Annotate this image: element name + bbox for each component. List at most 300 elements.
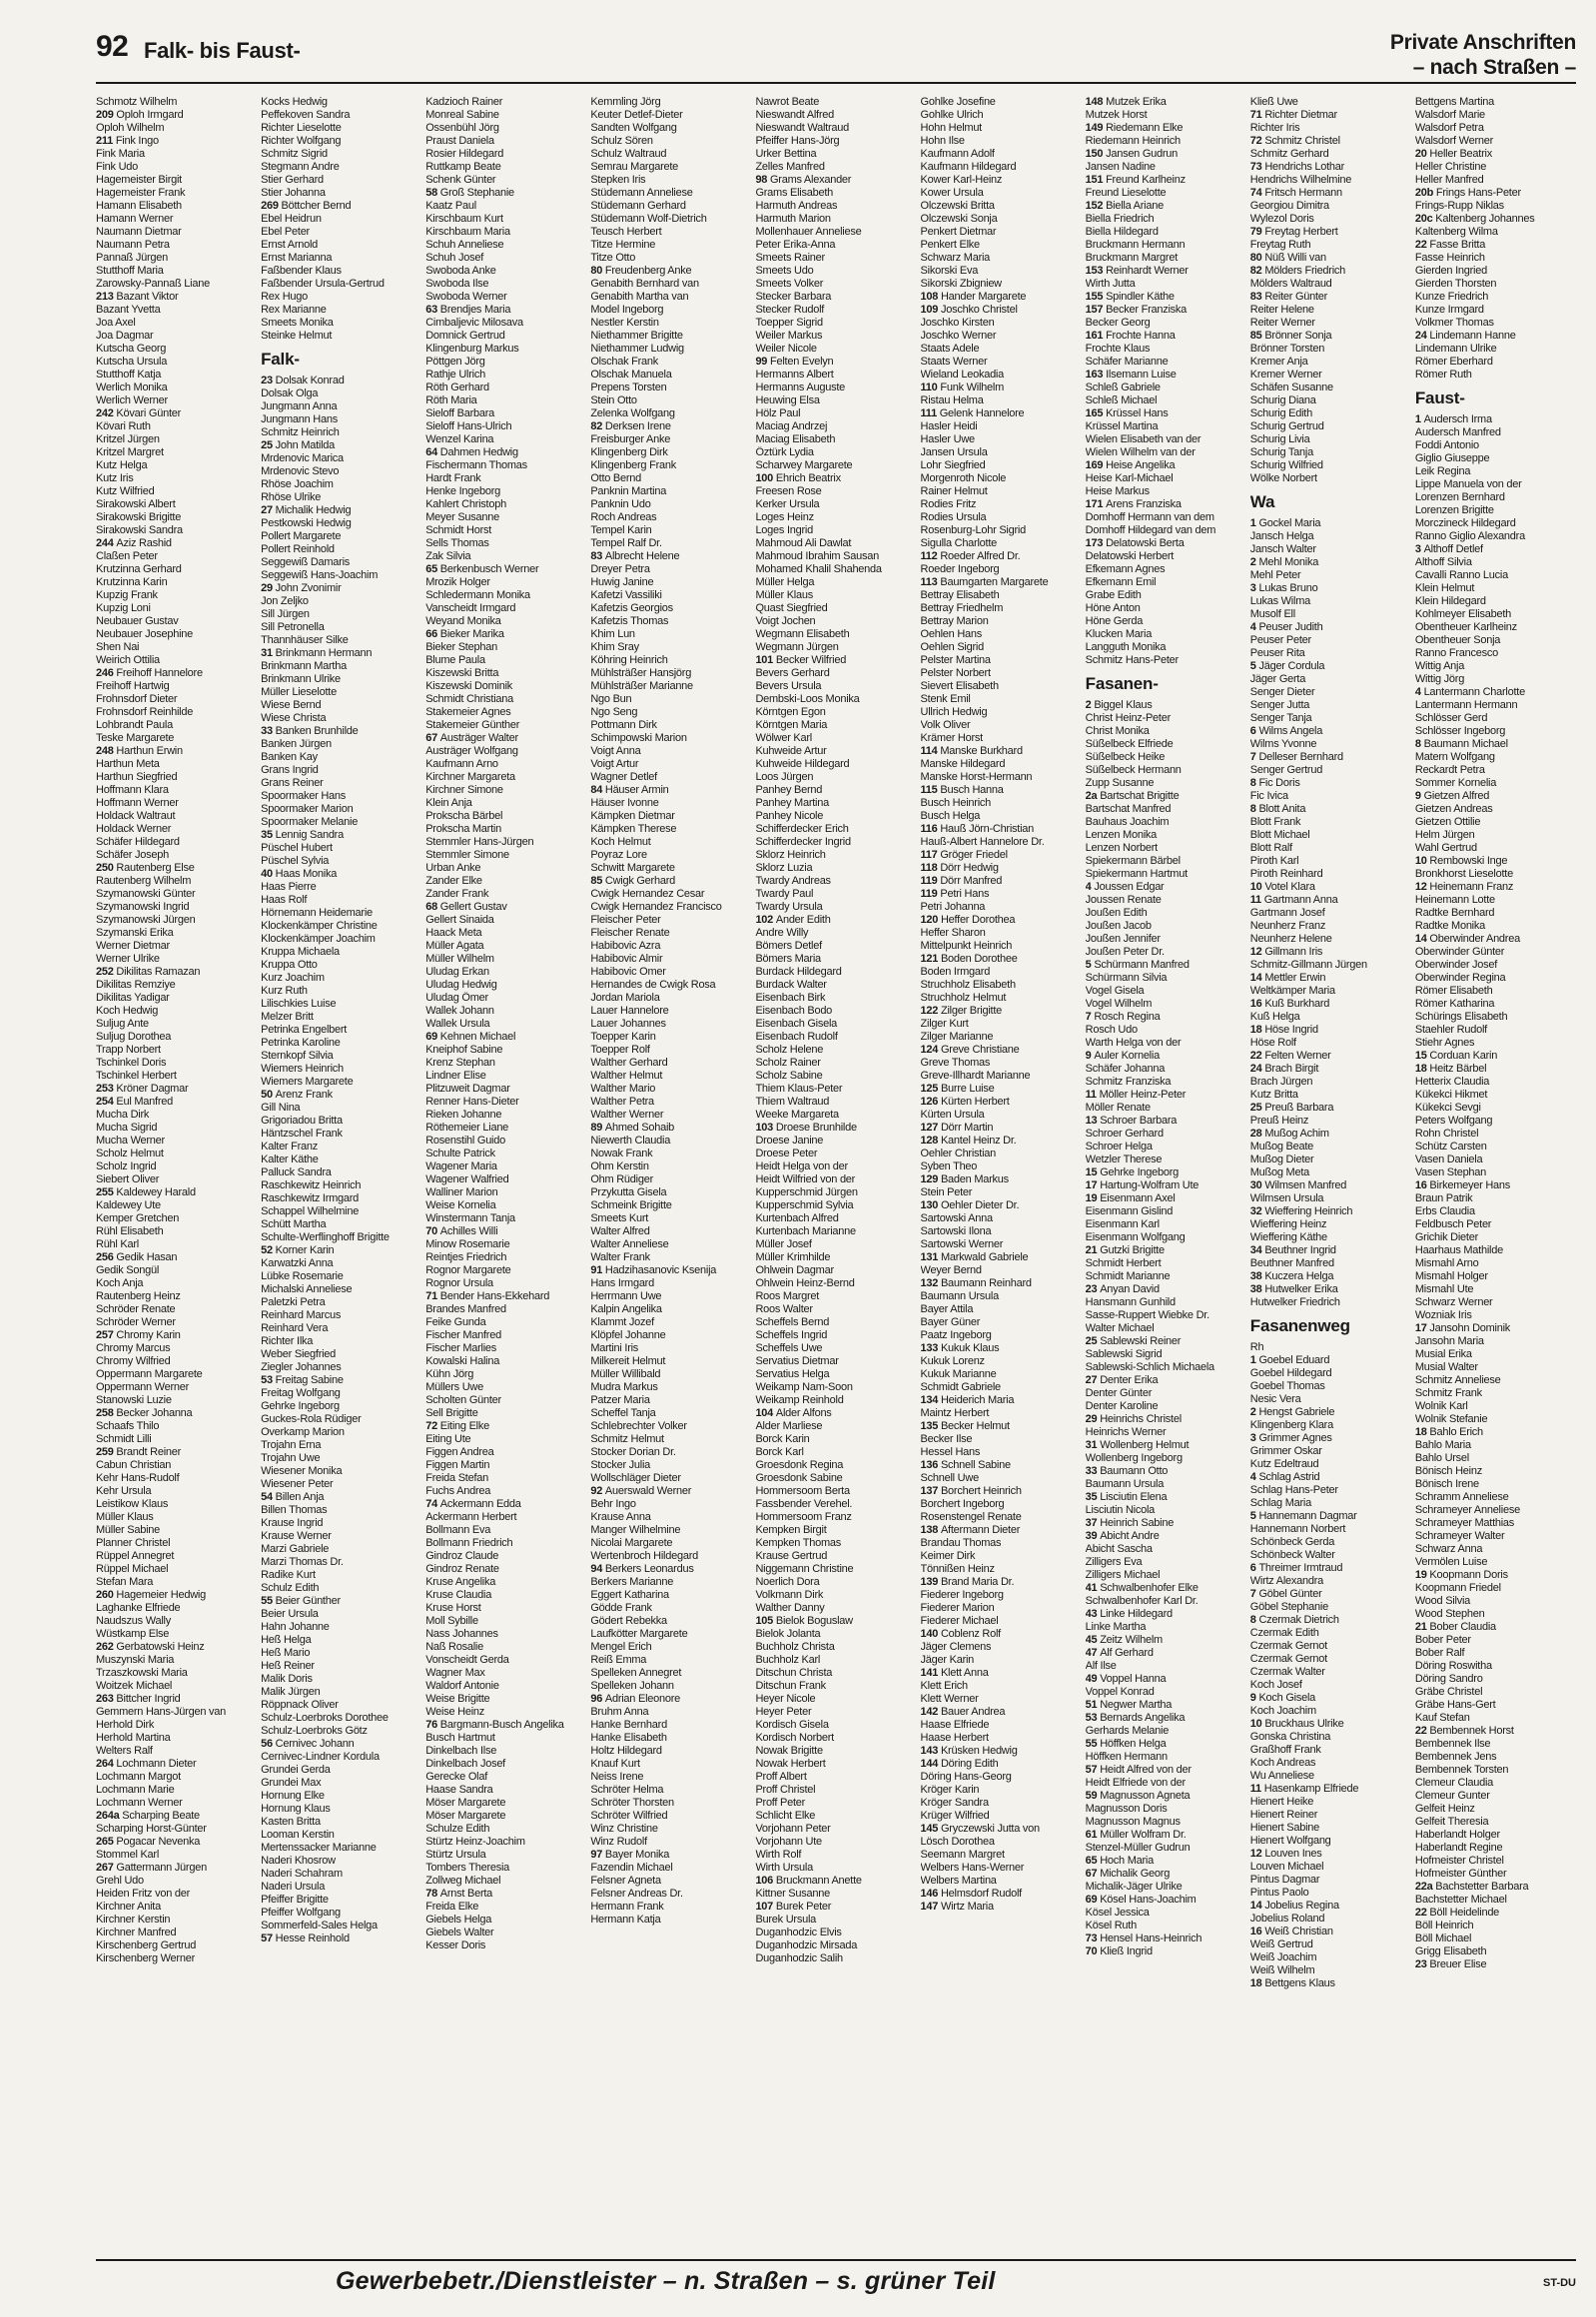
house-number: 52	[261, 1244, 276, 1256]
directory-entry: Peffekoven Sandra	[261, 109, 351, 121]
directory-entry: Erbs Claudia	[1414, 1205, 1475, 1217]
directory-columns	[96, 96, 1576, 2241]
house-number: 51	[1085, 1699, 1101, 1711]
directory-entry: 69 Kehnen Michael	[425, 1031, 516, 1043]
directory-entry: Joa Axel	[96, 317, 136, 329]
house-number: 20b	[1414, 187, 1436, 199]
house-number: 17	[1414, 1322, 1430, 1334]
directory-entry: Raschkewitz Heinrich	[261, 1179, 362, 1191]
directory-entry: Syben Theo	[920, 1160, 978, 1172]
house-number: 7	[1249, 751, 1259, 763]
directory-entry: Borchert Ingeborg	[920, 1498, 1005, 1510]
directory-entry: Genabith Martha van	[590, 291, 689, 303]
directory-entry: Schröter Thorsten	[590, 1797, 674, 1809]
directory-entry: Schmidt Lilli	[96, 1433, 152, 1445]
directory-entry: Rüppel Michael	[96, 1563, 169, 1575]
directory-entry: Bober Ralf	[1414, 1647, 1465, 1659]
directory-entry: Leik Regina	[1414, 465, 1471, 477]
house-number: 262	[96, 1641, 117, 1653]
directory-entry: Herhold Martina	[96, 1732, 171, 1744]
directory-entry: 23 Anyan David	[1085, 1283, 1160, 1295]
house-number: 72	[425, 1420, 440, 1432]
house-number: 125	[920, 1083, 941, 1095]
directory-entry: Heise Markus	[1085, 485, 1150, 497]
directory-entry: Nass Johannes	[425, 1628, 498, 1640]
house-number: 12	[1414, 881, 1430, 893]
directory-entry: Pfeiffer Hans-Jörg	[755, 135, 840, 147]
house-number: 259	[96, 1446, 117, 1458]
directory-entry: 142 Bauer Andrea	[920, 1706, 1006, 1718]
directory-entry: Bahlo Ursel	[1414, 1452, 1469, 1464]
house-number: 135	[920, 1420, 941, 1432]
directory-entry: Walther Werner	[590, 1109, 664, 1121]
directory-entry: 65 Hoch Maria	[1085, 1855, 1154, 1867]
directory-entry: Kükekci Hikmet	[1414, 1089, 1488, 1101]
directory-entry: Schwitt Margarete	[590, 862, 675, 874]
directory-entry: Bahlo Maria	[1414, 1439, 1471, 1451]
directory-entry: Weyand Monika	[425, 615, 501, 627]
house-number: 33	[261, 725, 276, 737]
directory-entry: Denter Karoline	[1085, 1400, 1159, 1412]
directory-entry: Zander Elke	[425, 875, 482, 887]
directory-entry: Heyer Peter	[755, 1706, 812, 1718]
house-number: 92	[590, 1485, 605, 1497]
directory-entry: 110 Funk Wilhelm	[920, 382, 1004, 393]
directory-entry: Bönisch Heinz	[1414, 1465, 1482, 1477]
directory-entry: Höne Anton	[1085, 602, 1141, 614]
directory-entry: Becker Ilse	[920, 1433, 973, 1445]
directory-entry: 64 Dahmen Hedwig	[425, 446, 518, 458]
directory-entry: 85 Cwigk Gerhard	[590, 875, 675, 887]
directory-entry: Peuser Peter	[1249, 634, 1311, 646]
directory-entry: Vogel Wilhelm	[1085, 998, 1153, 1010]
directory-entry: Kittner Susanne	[755, 1888, 830, 1900]
directory-entry: Reiß Emma	[590, 1654, 647, 1666]
directory-entry: Heller Christine	[1414, 161, 1487, 173]
directory-entry: Hofmeister Günther	[1414, 1868, 1507, 1880]
directory-entry: Marzi Gabriele	[261, 1543, 330, 1555]
directory-entry: Stutthoff Maria	[96, 265, 164, 277]
house-number: 67	[425, 732, 440, 744]
directory-entry: Schröter Wilfried	[590, 1810, 668, 1822]
house-number: 148	[1085, 96, 1107, 108]
directory-entry: 21 Gutzki Brigitte	[1085, 1244, 1165, 1256]
house-number: 16	[1414, 1179, 1430, 1191]
house-number: 53	[1085, 1712, 1101, 1724]
house-number: 14	[1414, 933, 1430, 945]
directory-entry: Römer Ruth	[1414, 369, 1472, 381]
directory-entry: 31 Wollenberg Helmut	[1085, 1439, 1190, 1451]
house-number: 100	[755, 472, 776, 484]
house-number: 85	[590, 875, 605, 887]
house-number: 3	[1249, 582, 1259, 594]
directory-entry: 8 Blott Anita	[1249, 803, 1306, 815]
directory-entry: Brach Jürgen	[1249, 1076, 1313, 1088]
directory-entry: Kükekci Sevgi	[1414, 1102, 1481, 1114]
directory-entry: 1 Goebel Eduard	[1249, 1354, 1330, 1366]
directory-entry: Weiß Joachim	[1249, 1951, 1317, 1963]
directory-entry: 136 Schnell Sabine	[920, 1459, 1011, 1471]
directory-entry: 56 Cernivec Johann	[261, 1738, 355, 1750]
directory-entry: Waldorf Antonie	[425, 1680, 499, 1692]
house-number: 7	[1085, 1011, 1095, 1023]
directory-entry: Kauf Stefan	[1414, 1712, 1470, 1724]
directory-entry: 119 Petri Hans	[920, 888, 990, 900]
directory-entry: Weiler Markus	[755, 330, 823, 342]
house-number: 16	[1249, 998, 1265, 1010]
directory-entry: Hölz Paul	[755, 407, 801, 419]
directory-entry: Grabe Edith	[1085, 589, 1142, 601]
directory-entry: Lauer Johannes	[590, 1018, 666, 1030]
directory-entry: Swoboda Werner	[425, 291, 507, 303]
house-number: 76	[425, 1719, 440, 1731]
directory-entry: Mismahl Arno	[1414, 1257, 1479, 1269]
directory-entry: 260 Hagemeier Hedwig	[96, 1589, 206, 1601]
directory-entry: Trzaszkowski Maria	[96, 1667, 188, 1679]
directory-entry: 157 Becker Franziska	[1085, 304, 1188, 316]
directory-entry: Schäfer Joseph	[96, 849, 169, 861]
directory-entry: 1 Audersch Irma	[1414, 413, 1492, 425]
directory-entry: 259 Brandt Reiner	[96, 1446, 182, 1458]
directory-entry: Herhold Dirk	[96, 1719, 155, 1731]
directory-entry: 34 Beuthner Ingrid	[1249, 1244, 1336, 1256]
house-number: 72	[1249, 135, 1265, 147]
directory-entry: Sommerfeld-Sales Helga	[261, 1920, 378, 1931]
directory-entry: Mrdenovic Stevo	[261, 465, 340, 477]
directory-entry: Bömers Detlef	[755, 940, 822, 952]
directory-entry: Stutthoff Katja	[96, 369, 162, 381]
directory-entry: Wu Anneliese	[1249, 1770, 1314, 1782]
directory-entry: Kowalski Halina	[425, 1355, 500, 1367]
directory-entry: Morczineck Hildegard	[1414, 517, 1516, 529]
directory-entry: Felsner Agneta	[590, 1875, 661, 1887]
directory-entry: 22 Fasse Britta	[1414, 239, 1486, 251]
directory-entry: Radtke Bernhard	[1414, 907, 1495, 919]
directory-entry: Szymanowski Jürgen	[96, 914, 196, 926]
directory-entry: Gödde Frank	[590, 1602, 652, 1614]
directory-entry: Czermak Gernot	[1249, 1640, 1327, 1652]
directory-entry: Roos Walter	[755, 1303, 813, 1315]
directory-entry: Kafetzis Thomas	[590, 615, 669, 627]
directory-entry: 2 Biggel Klaus	[1085, 699, 1153, 711]
directory-entry: 22 Bembennek Horst	[1414, 1725, 1514, 1737]
directory-entry: 28 Mußog Achim	[1249, 1128, 1329, 1140]
directory-entry: Röth Gerhard	[425, 382, 489, 393]
directory-entry: Overkamp Marion	[261, 1426, 345, 1438]
directory-entry: Kupzig Loni	[96, 602, 151, 614]
house-number: 255	[96, 1186, 117, 1198]
directory-entry: 63 Brendjes Maria	[425, 304, 511, 316]
directory-entry: 57 Hesse Reinhold	[261, 1932, 350, 1944]
directory-entry: Groesdonk Regina	[755, 1459, 844, 1471]
house-number: 256	[96, 1251, 117, 1263]
directory-entry: Faßbender Klaus	[261, 265, 342, 277]
house-number: 2	[1085, 699, 1095, 711]
directory-entry: Weiß Gertrud	[1249, 1938, 1313, 1950]
directory-entry: Kirschenberg Gertrud	[96, 1939, 197, 1951]
house-number: 138	[920, 1524, 941, 1536]
directory-entry: Süßelbeck Hermann	[1085, 764, 1182, 776]
directory-entry: 4 Schlag Astrid	[1249, 1471, 1320, 1483]
directory-entry: Mittelpunkt Heinrich	[920, 940, 1013, 952]
directory-entry: Joußen Jennifer	[1085, 933, 1161, 945]
directory-entry: Joußen Peter Dr.	[1085, 946, 1165, 958]
directory-entry: Schifferdecker Ingrid	[755, 836, 851, 848]
directory-entry: 29 John Zvonimir	[261, 582, 342, 594]
directory-entry: Gietzen Andreas	[1414, 803, 1493, 815]
directory-entry: Kehr Hans-Rudolf	[96, 1472, 180, 1484]
directory-entry: Mußog Dieter	[1249, 1154, 1314, 1165]
directory-entry: 141 Klett Anna	[920, 1667, 989, 1679]
directory-entry: Laufkötter Margarete	[590, 1628, 688, 1640]
directory-entry: Schwarz Maria	[920, 252, 991, 264]
directory-entry: Hommersoom Berta	[755, 1485, 850, 1497]
directory-entry: Burek Ursula	[755, 1914, 817, 1926]
directory-entry: 107 Burek Peter	[755, 1901, 832, 1913]
directory-entry: Urker Bettina	[755, 148, 817, 160]
directory-entry: Kukuk Lorenz	[920, 1355, 985, 1367]
directory-entry: Sikorski Zbigniew	[920, 278, 1002, 290]
house-number: 13	[1085, 1115, 1101, 1127]
page-header	[96, 26, 1576, 82]
directory-entry: 114 Manske Burkhard	[920, 745, 1023, 757]
directory-entry: Grigg Elisabeth	[1414, 1945, 1487, 1957]
directory-entry: Wolnik Karl	[1414, 1400, 1468, 1412]
directory-entry: Sternkopf Silvia	[261, 1050, 334, 1062]
directory-entry: Rühl Elisabeth	[96, 1225, 164, 1237]
directory-entry: Voigt Artur	[590, 758, 639, 770]
directory-entry: 65 Berkenbusch Werner	[425, 563, 539, 575]
directory-entry: Szymanowski Günter	[96, 888, 196, 900]
directory-entry: 169 Heise Angelika	[1085, 459, 1176, 471]
directory-entry: Haas Rolf	[261, 894, 308, 906]
directory-entry: Bayer Güner	[920, 1316, 981, 1328]
directory-entry: Kneiphof Sabine	[425, 1044, 503, 1056]
directory-entry: Jäger Gerta	[1249, 673, 1306, 685]
directory-entry: Niethammer Ludwig	[590, 343, 684, 355]
directory-entry: Groesdonk Sabine	[755, 1472, 843, 1484]
directory-entry: Wiese Bernd	[261, 699, 322, 711]
directory-entry: 2a Bartschat Brigitte	[1085, 790, 1180, 802]
directory-entry: Kritzel Margret	[96, 446, 164, 458]
directory-entry: Hornung Elke	[261, 1790, 325, 1802]
directory-entry: Harmuth Marion	[755, 213, 831, 225]
directory-entry: 61 Müller Wolfram Dr.	[1085, 1829, 1187, 1841]
directory-entry: 53 Bernards Angelika	[1085, 1712, 1186, 1724]
directory-entry: Wirth Rolf	[755, 1849, 802, 1861]
directory-entry: Nowak Frank	[590, 1148, 653, 1159]
directory-entry: Hendrichs Wilhelmine	[1249, 174, 1352, 186]
directory-entry: Stier Johanna	[261, 187, 326, 199]
house-number: 41	[1085, 1582, 1101, 1594]
house-number: 20	[1414, 148, 1430, 160]
directory-entry: 140 Coblenz Rolf	[920, 1628, 1001, 1640]
directory-entry: Oppermann Werner	[96, 1381, 190, 1393]
directory-entry: Scheffels Bernd	[755, 1316, 830, 1328]
directory-entry: Koch Joachim	[1249, 1705, 1316, 1717]
directory-entry: Mertenssacker Marianne	[261, 1842, 377, 1854]
house-number: 242	[96, 407, 117, 419]
directory-entry: 43 Linke Hildegard	[1085, 1608, 1173, 1620]
directory-entry: Vogel Gisela	[1085, 985, 1145, 997]
directory-entry: Frings-Rupp Niklas	[1414, 200, 1504, 212]
directory-entry: Haase Herbert	[920, 1732, 989, 1744]
directory-entry: Röthemeier Liane	[425, 1122, 509, 1134]
directory-entry: Werlich Werner	[96, 394, 168, 406]
directory-entry: Siebert Oliver	[96, 1173, 160, 1185]
house-number: 128	[920, 1135, 941, 1147]
directory-entry: 4 Peuser Judith	[1249, 621, 1323, 633]
directory-entry: 58 Groß Stephanie	[425, 187, 514, 199]
directory-entry: 128 Kantel Heinz Dr.	[920, 1135, 1017, 1147]
directory-entry: Schmitz Franziska	[1085, 1076, 1172, 1088]
directory-entry: Pfeiffer Wolfgang	[261, 1907, 341, 1919]
directory-entry: Scheffel Tanja	[590, 1407, 656, 1419]
house-number: 94	[590, 1563, 605, 1575]
directory-entry: Manske Hildegard	[920, 758, 1006, 770]
directory-entry: Schleß Michael	[1085, 394, 1158, 406]
directory-entry: Fiederer Marion	[920, 1602, 995, 1614]
directory-entry: Spelleken Annegret	[590, 1667, 682, 1679]
house-number: 82	[1249, 265, 1265, 277]
directory-entry: Schlicht Elke	[755, 1810, 816, 1822]
directory-entry: 115 Busch Hanna	[920, 784, 1004, 796]
directory-entry: Trapp Norbert	[96, 1044, 161, 1056]
directory-entry: 5 Hannemann Dagmar	[1249, 1510, 1357, 1522]
directory-entry: Vasen Stephan	[1414, 1166, 1487, 1178]
directory-entry: Kiszewski Britta	[425, 667, 499, 679]
directory-entry: 7 Delleser Bernhard	[1249, 751, 1343, 763]
directory-entry: 103 Droese Brunhilde	[755, 1122, 857, 1134]
directory-entry: Freytag Ruth	[1249, 239, 1311, 251]
directory-entry: 211 Fink Ingo	[96, 135, 159, 147]
directory-entry: Vanscheidt Irmgard	[425, 602, 516, 614]
house-number: 140	[920, 1628, 941, 1640]
directory-entry: Gohlke Ulrich	[920, 109, 984, 121]
directory-entry: 263 Bittcher Ingrid	[96, 1693, 181, 1705]
directory-entry: Wieland Leokadia	[920, 369, 1004, 381]
directory-entry: Pintus Dagmar	[1249, 1874, 1320, 1886]
directory-entry: Walter Frank	[590, 1251, 650, 1263]
directory-entry: Banken Jürgen	[261, 738, 332, 750]
directory-entry: Fink Maria	[96, 148, 145, 160]
side-watermark	[30, 579, 64, 939]
page-title: Falk- bis Faust-	[144, 38, 301, 63]
house-number: 25	[1085, 1335, 1101, 1347]
house-number: 4	[1414, 686, 1424, 698]
directory-entry: 111 Gelenk Hannelore	[920, 407, 1025, 419]
directory-entry: Fazendin Michael	[590, 1862, 673, 1874]
directory-entry: Blott Frank	[1249, 816, 1301, 828]
directory-entry: Hetterix Claudia	[1414, 1076, 1490, 1088]
directory-entry: Penkert Elke	[920, 239, 980, 251]
house-number: 110	[920, 382, 941, 393]
directory-entry: Manger Wilhelmine	[590, 1524, 681, 1536]
directory-entry: Hoffmann Klara	[96, 784, 169, 796]
directory-entry: Matern Wolfgang	[1414, 751, 1495, 763]
directory-entry: Lantermann Hermann	[1414, 699, 1518, 711]
directory-entry: Magnusson Magnus	[1085, 1816, 1181, 1828]
directory-entry: Joschko Werner	[920, 330, 997, 342]
directory-entry: Heuwing Elsa	[755, 394, 820, 406]
directory-entry: Loges Ingrid	[755, 524, 813, 536]
directory-entry: Tempel Ralf Dr.	[590, 537, 662, 549]
directory-entry: Grundei Gerda	[261, 1764, 331, 1776]
directory-entry: Heiden Fritz von der	[96, 1888, 191, 1900]
house-number: 101	[755, 654, 776, 666]
house-number: 11	[1249, 1783, 1264, 1795]
house-number: 252	[96, 966, 117, 978]
directory-entry: Müller Sabine	[96, 1524, 161, 1536]
directory-entry: Kirchner Anita	[96, 1901, 161, 1913]
house-number: 27	[1085, 1374, 1101, 1386]
directory-entry: 147 Wirtz Maria	[920, 1901, 994, 1913]
directory-entry: Stanowski Luzie	[96, 1394, 172, 1406]
directory-entry: Stüdemann Gerhard	[590, 200, 686, 212]
directory-entry: 5 Jäger Cordula	[1249, 660, 1325, 672]
house-number: 22	[1414, 1725, 1430, 1737]
directory-entry: Haase Sandra	[425, 1784, 493, 1796]
directory-entry: Giglio Giuseppe	[1414, 452, 1490, 464]
directory-entry: Gödert Rebekka	[590, 1615, 667, 1627]
directory-entry: 15 Gehrke Ingeborg	[1085, 1166, 1180, 1178]
directory-entry: Lenzen Norbert	[1085, 842, 1158, 854]
directory-entry: Lippe Manuela von der	[1414, 478, 1522, 490]
directory-entry: Grans Reiner	[261, 777, 324, 789]
directory-entry: Wiesener Monika	[261, 1465, 343, 1477]
directory-entry: Grehl Udo	[96, 1875, 144, 1887]
directory-entry: Smeets Volker	[755, 278, 824, 290]
directory-entry: Vasen Daniela	[1414, 1154, 1483, 1165]
section-label	[1390, 30, 1576, 80]
directory-entry: Walsdorf Petra	[1414, 122, 1484, 134]
directory-entry: Krause Werner	[261, 1530, 332, 1542]
directory-entry: Mußog Meta	[1249, 1166, 1310, 1178]
directory-entry: Maciag Andrzej	[755, 420, 828, 432]
directory-entry: Schmeink Brigitte	[590, 1199, 672, 1211]
directory-entry: Bazant Yvetta	[96, 304, 161, 316]
directory-entry: 244 Aziz Rashid	[96, 537, 172, 549]
directory-entry: Sikorski Eva	[920, 265, 979, 277]
directory-entry: Fischer Manfred	[425, 1329, 501, 1341]
directory-entry: 4 Joussen Edgar	[1085, 881, 1165, 893]
directory-entry: Riedemann Heinrich	[1085, 135, 1181, 147]
directory-entry: Körntgen Egon	[755, 706, 826, 718]
directory-entry: Hanke Elisabeth	[590, 1732, 667, 1744]
directory-entry: Hienert Reiner	[1249, 1809, 1318, 1821]
house-number: 102	[755, 914, 776, 926]
directory-entry: 72 Schmitz Christel	[1249, 135, 1340, 147]
directory-entry: Habibovic Almir	[590, 953, 663, 965]
house-number: 141	[920, 1667, 941, 1679]
house-number: 25	[261, 439, 276, 451]
directory-entry: 264a Scharping Beate	[96, 1810, 200, 1822]
directory-entry: Stegmann Andre	[261, 161, 340, 173]
directory-entry: Michalik-Jäger Ulrike	[1085, 1881, 1183, 1893]
house-number: 23	[261, 375, 276, 386]
directory-entry: 3 Grimmer Agnes	[1249, 1432, 1332, 1444]
directory-entry: Greve Thomas	[920, 1057, 991, 1069]
house-number: 67	[1085, 1868, 1101, 1880]
house-number: 21	[1414, 1621, 1430, 1633]
directory-entry: Fuchs Andrea	[425, 1485, 491, 1497]
directory-entry: Lochmann Marie	[96, 1784, 175, 1796]
directory-entry: Bielok Jolanta	[755, 1628, 821, 1640]
directory-entry: Rathje Ulrich	[425, 369, 485, 381]
house-number: 18	[1414, 1426, 1430, 1438]
directory-entry: 118 Dörr Hedwig	[920, 862, 999, 874]
directory-entry: Malik Doris	[261, 1673, 313, 1685]
